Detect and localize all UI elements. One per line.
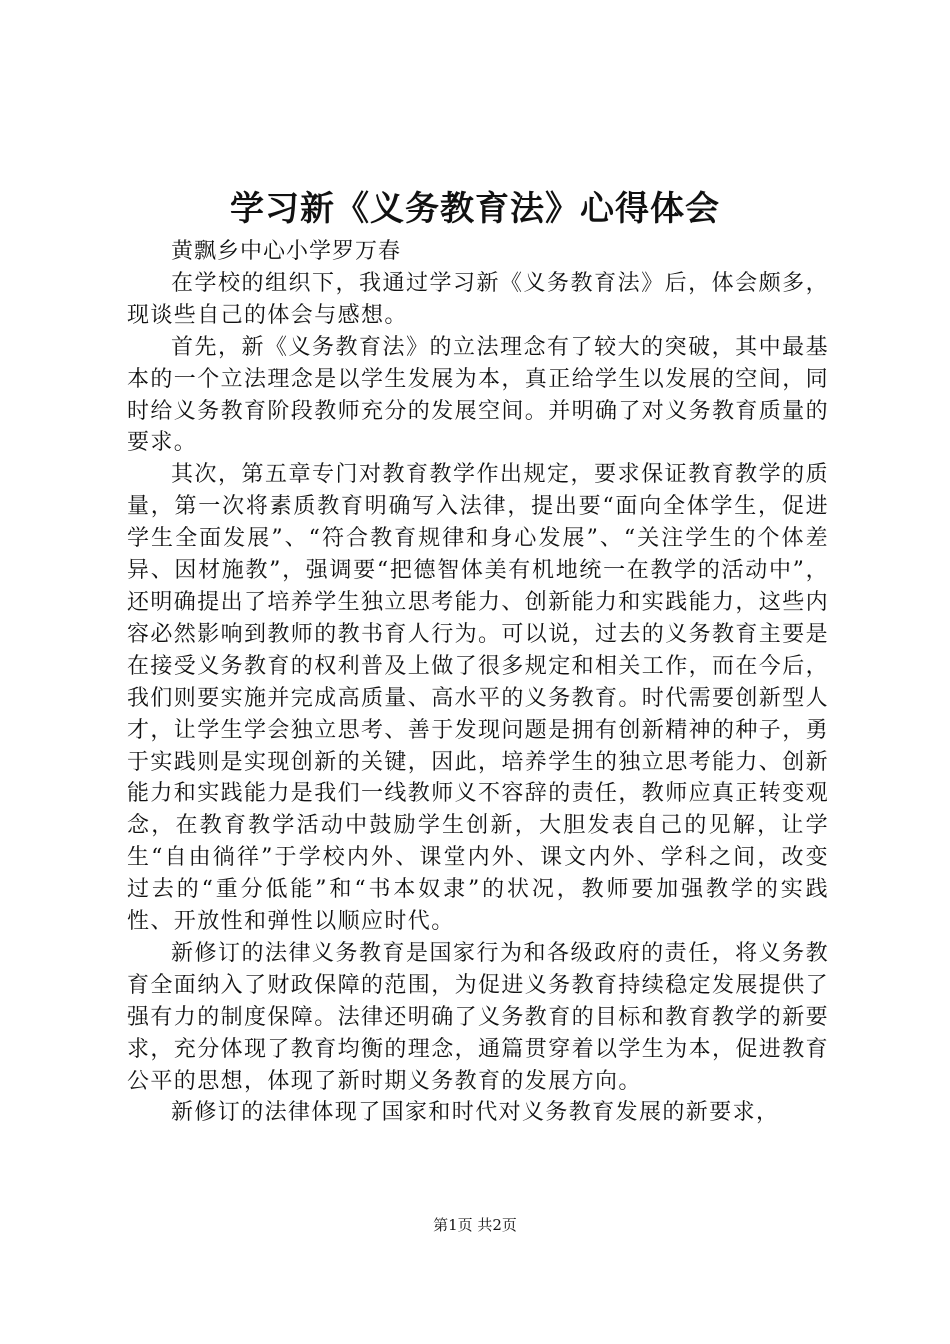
paragraph-intro: 在学校的组织下，我通过学习新《义务教育法》后，体会颇多，现谈些自己的体会与感想。 — [127, 270, 829, 328]
page-number-footer: 第1页 共2页 — [433, 1216, 517, 1234]
document-body — [127, 236, 829, 1129]
paragraph-first: 首先，新《义务教育法》的立法理念有了较大的突破，其中最基本的一个立法理念是以学生发展为本，真正给学生以发展的空间，同时给义务教育阶段教师充分的发展空间。并明确了对义务教育质量的要求。 — [127, 334, 830, 456]
document-title: 学习新《义务教育法》心得体会 — [230, 189, 720, 229]
paragraph-fourth: 新修订的法律体现了国家和时代对义务教育发展的新要求， — [171, 1100, 780, 1126]
author-line: 黄飘乡中心小学罗万春 — [171, 239, 402, 264]
paragraph-third: 新修订的法律义务教育是国家行为和各级政府的责任，将义务教育全面纳入了财政保障的范围，为促进义务教育持续稳定发展提供了强有力的制度保障。法律还明确了义务教育的目标和教育教学的新要求，充分体现了教育均衡的理念，通篇贯穿着以学生为本，促进教育公平的思想，体现了新时期义务教育的发展方向。 — [127, 940, 830, 1094]
paragraph-second: 其次，第五章专门对教育教学作出规定，要求保证教育教学的质量，第一次将素质教育明确写入法律，提出要“面向全体学生，促进学生全面发展”、“符合教育规律和身心发展”、“关注学生的个体差异、因材施教”，强调要“把德智体美有机地统一在教学的活动中”，还明确提出了培养学生独立思考能力、创新能力和实践能力，这些内容必然影响到教师的教书育人行为。可以说，过去的义务教育主要是在接受义务教育的权利普及上做了很多规定和相关工作，而在今后，我们则要实施并完成高质量、高水平的义务教育。时代需要创新型人才，让学生学会独立思考、善于发现问题是拥有创新精神的种子，勇于实践则是实现创新的关键，因此，培养学生的独立思考能力、创新能力和实践能力是我们一线教师义不容辞的责任，教师应真正转变观念，在教育教学活动中鼓励学生创新，大胆发表自己的见解，让学生“自由徜徉”于学校内外、课堂内外、课文内外、学科之间，改变过去的“重分低能”和“书本奴隶”的状况，教师要加强教学的实践性、开放性和弹性以顺应时代。 — [127, 462, 830, 935]
